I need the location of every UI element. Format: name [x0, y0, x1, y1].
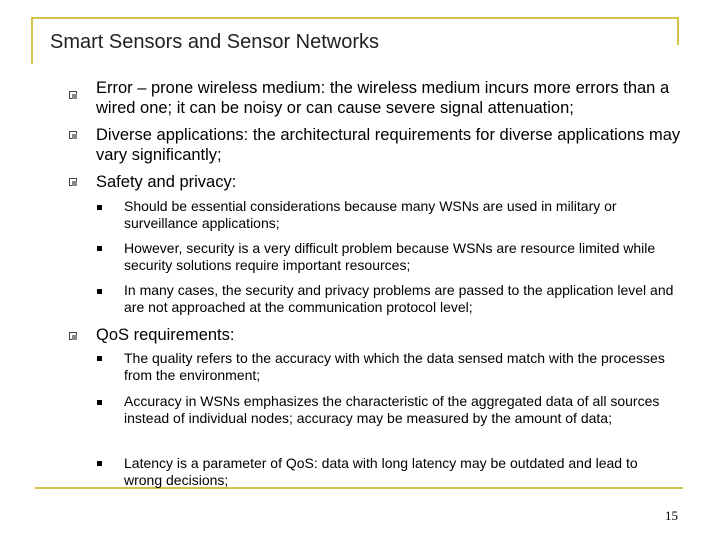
- filled-square-bullet-icon: [97, 246, 102, 251]
- filled-square-bullet-icon: [97, 205, 102, 210]
- sub-list-item: Accuracy in WSNs emphasizes the characteristic of the aggregated data of all sources instead of individual nodes; accuracy may be measured by the amount of data;: [124, 393, 660, 426]
- list-item: Diverse applications: the architectural requirements for diverse applications may vary significantly;: [96, 126, 681, 164]
- slide-title: Smart Sensors and Sensor Networks: [50, 31, 380, 53]
- list-item: Error – prone wireless medium: the wireless medium incurs more errors than a wired one; it can be noisy or can cause severe signal attenuation;: [96, 79, 670, 117]
- hollow-square-bullet-icon: [69, 131, 77, 139]
- list-item: Safety and privacy:: [96, 173, 237, 191]
- frame-top-line: [31, 17, 679, 19]
- sub-list-item: Should be essential considerations because many WSNs are used in military or surveillance applications;: [124, 198, 617, 231]
- hollow-square-bullet-icon: [69, 332, 77, 340]
- sub-list-item: In many cases, the security and privacy problems are passed to the application level and are not approached at the communication protocol level;: [124, 282, 674, 315]
- page-number: 15: [665, 508, 678, 523]
- sub-list-item: However, security is a very difficult problem because WSNs are resource limited while security solutions require important resources;: [124, 240, 656, 273]
- frame-left-line: [31, 17, 33, 64]
- filled-square-bullet-icon: [97, 461, 102, 466]
- filled-square-bullet-icon: [97, 289, 102, 294]
- sub-list-item: Latency is a parameter of QoS: data with long latency may be outdated and lead to wrong decisions;: [124, 455, 638, 488]
- hollow-square-bullet-icon: [69, 178, 77, 186]
- sub-list-item: The quality refers to the accuracy with which the data sensed match with the processes from the environment;: [124, 350, 665, 383]
- hollow-square-bullet-icon: [69, 91, 77, 99]
- filled-square-bullet-icon: [97, 400, 102, 405]
- frame-right-line: [677, 17, 679, 45]
- list-item: QoS requirements:: [96, 326, 235, 344]
- filled-square-bullet-icon: [97, 356, 102, 361]
